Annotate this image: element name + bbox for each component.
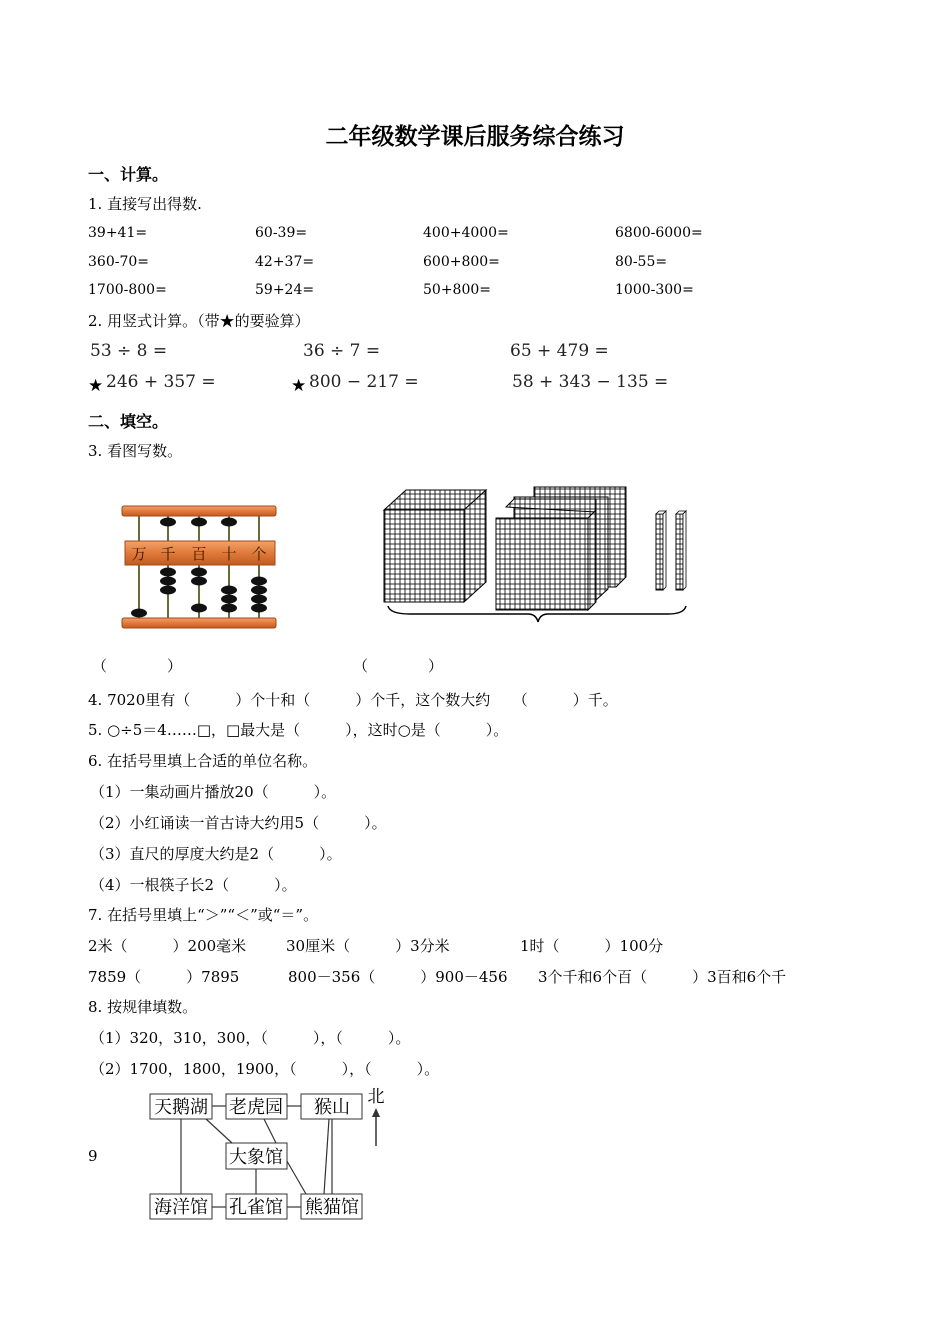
zoo-map <box>146 1080 396 1225</box>
abacus-label: 百 <box>191 545 207 563</box>
map-node-elephant-house <box>226 1143 287 1169</box>
abacus-label: 千 <box>160 545 176 563</box>
abacus-label: 个 <box>251 545 267 563</box>
svg-text:大象馆: 大象馆 <box>229 1147 283 1168</box>
svg-text:老虎园: 老虎园 <box>229 1097 283 1118</box>
star-icon: ★ <box>291 376 307 396</box>
abacus-label: 十 <box>221 545 237 563</box>
calc-item: 59+24= <box>255 282 315 298</box>
question-4: 4. 7020里有（ ）个十和（ ）个千，这个数大约 （ ）千。 <box>88 691 618 709</box>
question-1: 1. 直接写出得数. <box>88 195 202 213</box>
answer-blank[interactable]: （ ） <box>353 657 444 675</box>
svg-text:孔雀馆: 孔雀馆 <box>229 1197 283 1218</box>
vertical-calc-item: 246 + 357 = <box>106 372 216 392</box>
calc-item: 50+800= <box>423 282 491 298</box>
calc-item: 42+37= <box>255 254 315 270</box>
vertical-calc-item: 65 + 479 = <box>510 341 609 361</box>
question-7: 7. 在括号里填上“＞”“＜”或“＝”。 <box>88 906 319 924</box>
q7-item: 2米（ ）200毫米 <box>88 937 247 955</box>
calc-item: 39+41= <box>88 225 148 241</box>
svg-text:海洋馆: 海洋馆 <box>154 1197 208 1218</box>
vertical-calc-item: 36 ÷ 7 = <box>303 341 381 361</box>
q7-item: 1时（ ）100分 <box>520 937 664 955</box>
thousand-cube <box>384 490 486 602</box>
svg-text:猴山: 猴山 <box>314 1097 350 1118</box>
map-node-panda-house <box>301 1194 362 1219</box>
calc-item: 1700-800= <box>88 282 167 298</box>
question-3: 3. 看图写数。 <box>88 442 183 460</box>
star-icon: ★ <box>88 376 104 396</box>
map-node-monkey-hill <box>301 1094 362 1119</box>
map-node-swan-lake <box>150 1094 212 1119</box>
abacus-figure <box>120 503 280 631</box>
vertical-calc-item: 800 − 217 = <box>309 372 419 392</box>
map-node-ocean-hall <box>150 1194 212 1219</box>
q8-item: （1）320，310，300，（ ），（ ）。 <box>90 1029 411 1047</box>
q8-item: （2）1700，1800，1900，（ ），（ ）。 <box>90 1060 440 1078</box>
vertical-calc-item: 53 ÷ 8 = <box>90 341 168 361</box>
question-8: 8. 按规律填数。 <box>88 998 198 1016</box>
answer-blank[interactable]: （ ） <box>92 657 183 675</box>
page-title: 二年级数学课后服务综合练习 <box>325 124 625 150</box>
calc-item: 360-70= <box>88 254 149 270</box>
question-6: 6. 在括号里填上合适的单位名称。 <box>88 752 318 770</box>
section-heading-calc: 一、计算。 <box>88 165 169 184</box>
q6-item: （4）一根筷子长2（ ）。 <box>90 876 297 894</box>
q6-item: （2）小红诵读一首古诗大约用5（ ）。 <box>90 814 387 832</box>
vertical-calc-item: 58 + 343 − 135 = <box>512 372 669 392</box>
section-heading-fill: 二、填空。 <box>88 412 169 431</box>
q6-item: （1）一集动画片播放20（ ）。 <box>90 783 337 801</box>
q7-item: 7859（ ）7895 <box>88 968 240 986</box>
abacus-label: 万 <box>131 545 147 563</box>
map-node-tiger-garden <box>226 1094 287 1119</box>
ten-rod <box>656 511 666 590</box>
base-ten-blocks-figure <box>380 484 690 626</box>
calc-item: 400+4000= <box>423 225 509 241</box>
map-node-peacock-house <box>226 1194 287 1219</box>
q7-item: 3个千和6个百（ ）3百和6个千 <box>538 968 787 986</box>
calc-item: 60-39= <box>255 225 308 241</box>
ten-rod <box>676 511 686 590</box>
calc-item: 1000-300= <box>615 282 694 298</box>
north-arrow-icon <box>372 1108 380 1146</box>
q7-item: 800－356（ ）900－456 <box>288 968 508 986</box>
question-9-number: 9 <box>88 1147 98 1165</box>
calc-item: 80-55= <box>615 254 668 270</box>
question-2: 2. 用竖式计算。（带★的要验算） <box>88 312 310 330</box>
q6-item: （3）直尺的厚度大约是2（ ）。 <box>90 845 342 863</box>
svg-text:天鹅湖: 天鹅湖 <box>154 1097 208 1118</box>
calc-item: 6800-6000= <box>615 225 703 241</box>
calc-item: 600+800= <box>423 254 500 270</box>
svg-text:熊猫馆: 熊猫馆 <box>305 1197 359 1218</box>
q7-item: 30厘米（ ）3分米 <box>286 937 450 955</box>
north-label: 北 <box>367 1087 385 1107</box>
question-5: 5. ○÷5＝4……□，□最大是（ ），这时○是（ ）。 <box>88 721 509 739</box>
